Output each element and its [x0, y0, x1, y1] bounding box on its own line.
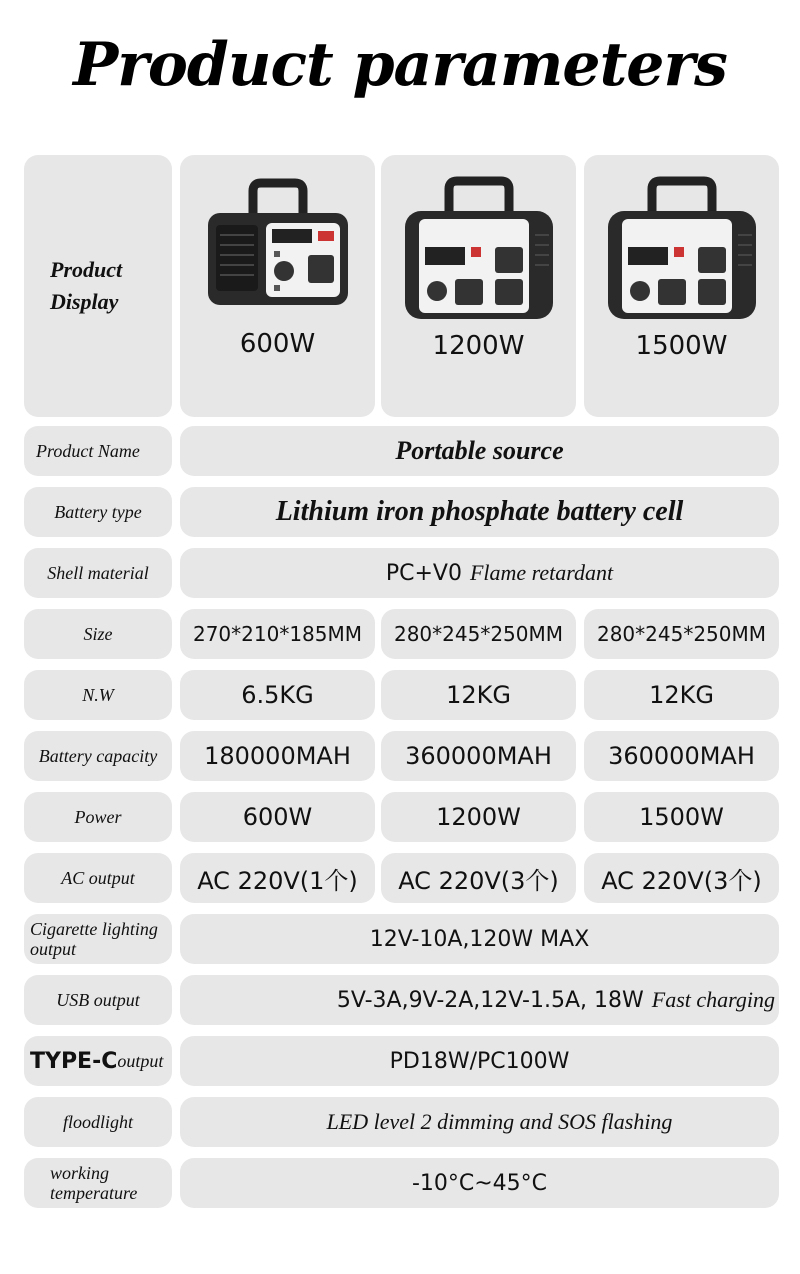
- product-card-600w: [180, 155, 375, 417]
- working-temperature-value: -10°C~45°C: [180, 1158, 779, 1208]
- usb-output-label: USB output: [24, 975, 172, 1025]
- product-card-1500w: [584, 155, 779, 417]
- nw-label: N.W: [24, 670, 172, 720]
- page-title: Product parameters: [73, 30, 727, 100]
- nw-value-600w: 6.5KG: [180, 670, 375, 720]
- usb-output-value: [180, 975, 779, 1025]
- cigarette-output-label: Cigarette lighting output: [24, 914, 172, 964]
- product-power-label: 1200W: [432, 331, 525, 361]
- usb-output-italic: Fast charging: [651, 987, 775, 1012]
- product-power-label: 600W: [239, 329, 316, 359]
- power-station-600w-image: [198, 175, 358, 315]
- floodlight-value: LED level 2 dimming and SOS flashing: [180, 1097, 779, 1147]
- size-value-1200w: 280*245*250MM: [381, 609, 576, 659]
- battery-capacity-1500w: 360000MAH: [584, 731, 779, 781]
- cigarette-output-value: 12V-10A,120W MAX: [180, 914, 779, 964]
- power-value-1200w: 1200W: [381, 792, 576, 842]
- battery-capacity-600w: 180000MAH: [180, 731, 375, 781]
- nw-value-1500w: 12KG: [584, 670, 779, 720]
- shell-material-italic: Flame retardant: [469, 560, 614, 585]
- ac-output-600w: AC 220V(1个): [180, 853, 375, 903]
- size-label: Size: [24, 609, 172, 659]
- working-temperature-label: working temperature: [24, 1158, 172, 1208]
- product-card-1200w: [381, 155, 576, 417]
- battery-capacity-label: Battery capacity: [24, 731, 172, 781]
- battery-type-value: Lithium iron phosphate battery cell: [180, 487, 779, 537]
- product-display-label: Product Display: [50, 257, 123, 314]
- power-label: Power: [24, 792, 172, 842]
- battery-capacity-1200w: 360000MAH: [381, 731, 576, 781]
- shell-material-value: [180, 548, 779, 598]
- size-value-1500w: 280*245*250MM: [584, 609, 779, 659]
- floodlight-label: floodlight: [24, 1097, 172, 1147]
- shell-material-main: PC+V0: [385, 560, 462, 586]
- shell-material-label: Shell material: [24, 548, 172, 598]
- nw-value-1200w: 12KG: [381, 670, 576, 720]
- product-name-label: Product Name: [24, 426, 172, 476]
- size-value-600w: 270*210*185MM: [180, 609, 375, 659]
- ac-output-1200w: AC 220V(3个): [381, 853, 576, 903]
- product-power-label: 1500W: [635, 331, 728, 361]
- ac-output-1500w: AC 220V(3个): [584, 853, 779, 903]
- power-value-1500w: 1500W: [584, 792, 779, 842]
- usb-output-main: 5V-3A,9V-2A,12V-1.5A, 18W: [336, 987, 644, 1013]
- power-station-1500w-image: [602, 175, 762, 325]
- battery-type-label: Battery type: [24, 487, 172, 537]
- product-display-label-cell: [24, 155, 172, 417]
- power-value-600w: 600W: [180, 792, 375, 842]
- power-station-1200w-image: [399, 175, 559, 325]
- product-name-value: Portable source: [180, 426, 779, 476]
- type-c-value: PD18W/PC100W: [180, 1036, 779, 1086]
- ac-output-label: AC output: [24, 853, 172, 903]
- type-c-label: TYPE-C output: [24, 1036, 172, 1086]
